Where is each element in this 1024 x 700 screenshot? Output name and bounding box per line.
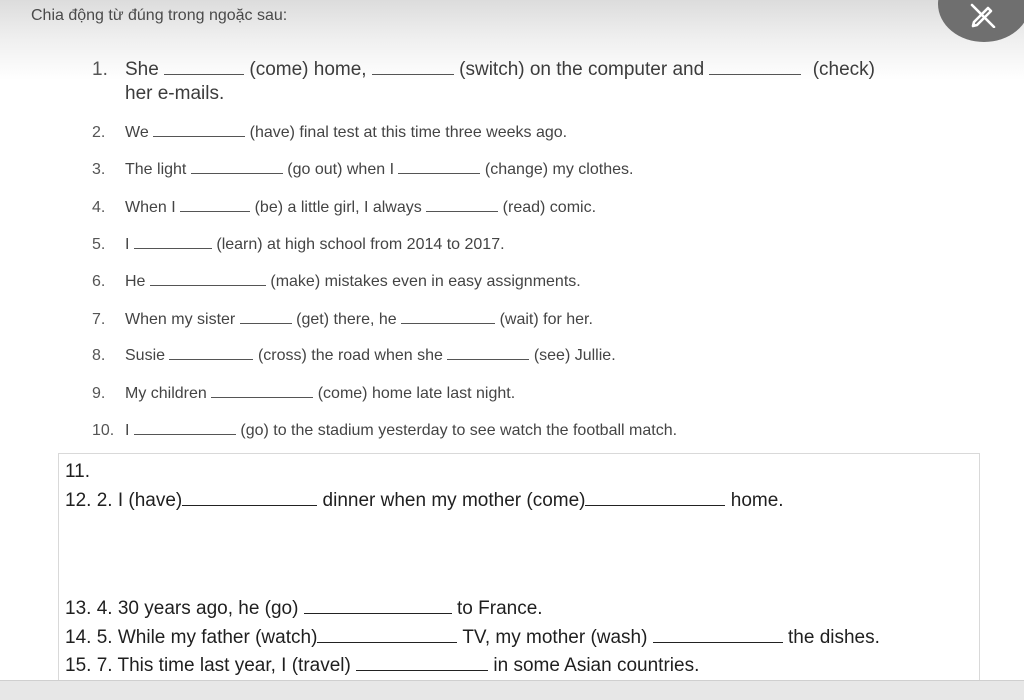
question-text: When I bbox=[125, 199, 176, 216]
instruction-heading: Chia động từ đúng trong ngoặc sau: bbox=[31, 7, 288, 24]
answer-blank[interactable] bbox=[304, 597, 452, 614]
question-number: 3. bbox=[92, 161, 106, 178]
question-5 bbox=[92, 234, 505, 254]
question-text: This time last year, I (travel) bbox=[117, 655, 351, 676]
question-text: Susie bbox=[125, 347, 166, 364]
question-text: (go) to the stadium yesterday to see watch the football match. bbox=[240, 422, 678, 439]
answer-blank[interactable] bbox=[398, 159, 480, 174]
question-text: to France. bbox=[457, 598, 543, 619]
box-line-12 bbox=[65, 489, 784, 512]
answer-blank[interactable] bbox=[426, 197, 498, 212]
question-text: (go out) when I bbox=[287, 161, 395, 178]
question-text: (wait) for her. bbox=[499, 311, 593, 328]
question-text: dinner when my mother (come) bbox=[322, 490, 586, 511]
sub-number: 5. bbox=[96, 627, 113, 648]
question-7 bbox=[92, 309, 593, 329]
question-text: I bbox=[125, 236, 130, 253]
line-number: 12. bbox=[65, 490, 92, 511]
answer-blank[interactable] bbox=[317, 626, 457, 643]
question-text: (have) final test at this time three weeks ago. bbox=[249, 124, 568, 141]
question-1-continued: her e-mails. bbox=[125, 83, 225, 104]
question-3 bbox=[92, 159, 633, 179]
answer-blank[interactable] bbox=[372, 58, 454, 75]
answer-blank[interactable] bbox=[182, 489, 317, 506]
question-text: (learn) at high school from 2014 to 2017. bbox=[216, 236, 505, 253]
question-text: 30 years ago, he (go) bbox=[117, 598, 299, 619]
question-text: (be) a little girl, I always bbox=[254, 199, 422, 216]
answer-blank[interactable] bbox=[401, 309, 495, 324]
box-line-15 bbox=[65, 654, 699, 677]
answer-blank[interactable] bbox=[653, 626, 783, 643]
question-text: (see) Jullie. bbox=[533, 347, 616, 364]
question-text: While my father (watch) bbox=[117, 627, 318, 648]
answer-blank[interactable] bbox=[709, 58, 801, 75]
question-text: We bbox=[125, 124, 149, 141]
answer-blank[interactable] bbox=[447, 345, 529, 360]
question-text: (check) bbox=[812, 59, 876, 80]
question-6 bbox=[92, 271, 581, 291]
question-text: (make) mistakes even in easy assignments. bbox=[270, 273, 581, 290]
question-text: (change) my clothes. bbox=[484, 161, 634, 178]
question-number: 8. bbox=[92, 347, 106, 364]
question-text: When my sister bbox=[125, 311, 236, 328]
answer-blank[interactable] bbox=[153, 122, 245, 137]
question-text: The light bbox=[125, 161, 187, 178]
question-text: (get) there, he bbox=[296, 311, 397, 328]
answer-blank[interactable] bbox=[169, 345, 253, 360]
question-number: 1. bbox=[92, 59, 108, 80]
question-number: 5. bbox=[92, 236, 106, 253]
bottom-band bbox=[0, 680, 1024, 700]
question-text: My children bbox=[125, 385, 207, 402]
question-number: 7. bbox=[92, 311, 106, 328]
question-text: the dishes. bbox=[788, 627, 880, 648]
box-line-13 bbox=[65, 597, 543, 620]
line-number: 15. bbox=[65, 655, 92, 676]
answer-blank[interactable] bbox=[191, 159, 283, 174]
box-line-14 bbox=[65, 626, 880, 649]
question-text: in some Asian countries. bbox=[493, 655, 700, 676]
sub-number: 7. bbox=[96, 655, 113, 676]
answer-blank[interactable] bbox=[585, 489, 725, 506]
question-text: (switch) on the computer and bbox=[459, 59, 705, 80]
box-line-11: 11. bbox=[65, 461, 91, 482]
question-text: (cross) the road when she bbox=[257, 347, 443, 364]
question-number: 9. bbox=[92, 385, 106, 402]
question-number: 6. bbox=[92, 273, 106, 290]
answer-blank[interactable] bbox=[240, 309, 292, 324]
answer-blank[interactable] bbox=[180, 197, 250, 212]
line-number: 13. bbox=[65, 598, 92, 619]
question-8 bbox=[92, 345, 616, 365]
question-number: 10. bbox=[92, 422, 115, 439]
answer-blank[interactable] bbox=[134, 420, 236, 435]
answer-blank[interactable] bbox=[164, 58, 244, 75]
question-number: 2. bbox=[92, 124, 106, 141]
question-text: TV, my mother (wash) bbox=[462, 627, 648, 648]
question-text: I (have) bbox=[117, 490, 183, 511]
line-number: 14. bbox=[65, 627, 92, 648]
answer-blank[interactable] bbox=[211, 383, 313, 398]
sub-number: 4. bbox=[96, 598, 113, 619]
answer-blank[interactable] bbox=[134, 234, 212, 249]
question-10 bbox=[92, 420, 677, 440]
question-text: (read) comic. bbox=[502, 199, 597, 216]
question-2 bbox=[92, 122, 567, 142]
question-4 bbox=[92, 197, 596, 217]
question-text: He bbox=[125, 273, 146, 290]
question-1 bbox=[92, 58, 875, 81]
question-number: 4. bbox=[92, 199, 106, 216]
sub-number: 2. bbox=[96, 490, 113, 511]
question-9 bbox=[92, 383, 515, 403]
answer-blank[interactable] bbox=[356, 654, 488, 671]
question-text: (come) home, bbox=[249, 59, 367, 80]
question-text: (come) home late last night. bbox=[317, 385, 516, 402]
question-text: I bbox=[125, 422, 130, 439]
pen-slash-icon bbox=[970, 2, 996, 28]
question-text: She bbox=[125, 59, 159, 80]
answer-blank[interactable] bbox=[150, 271, 266, 286]
question-text: home. bbox=[730, 490, 784, 511]
